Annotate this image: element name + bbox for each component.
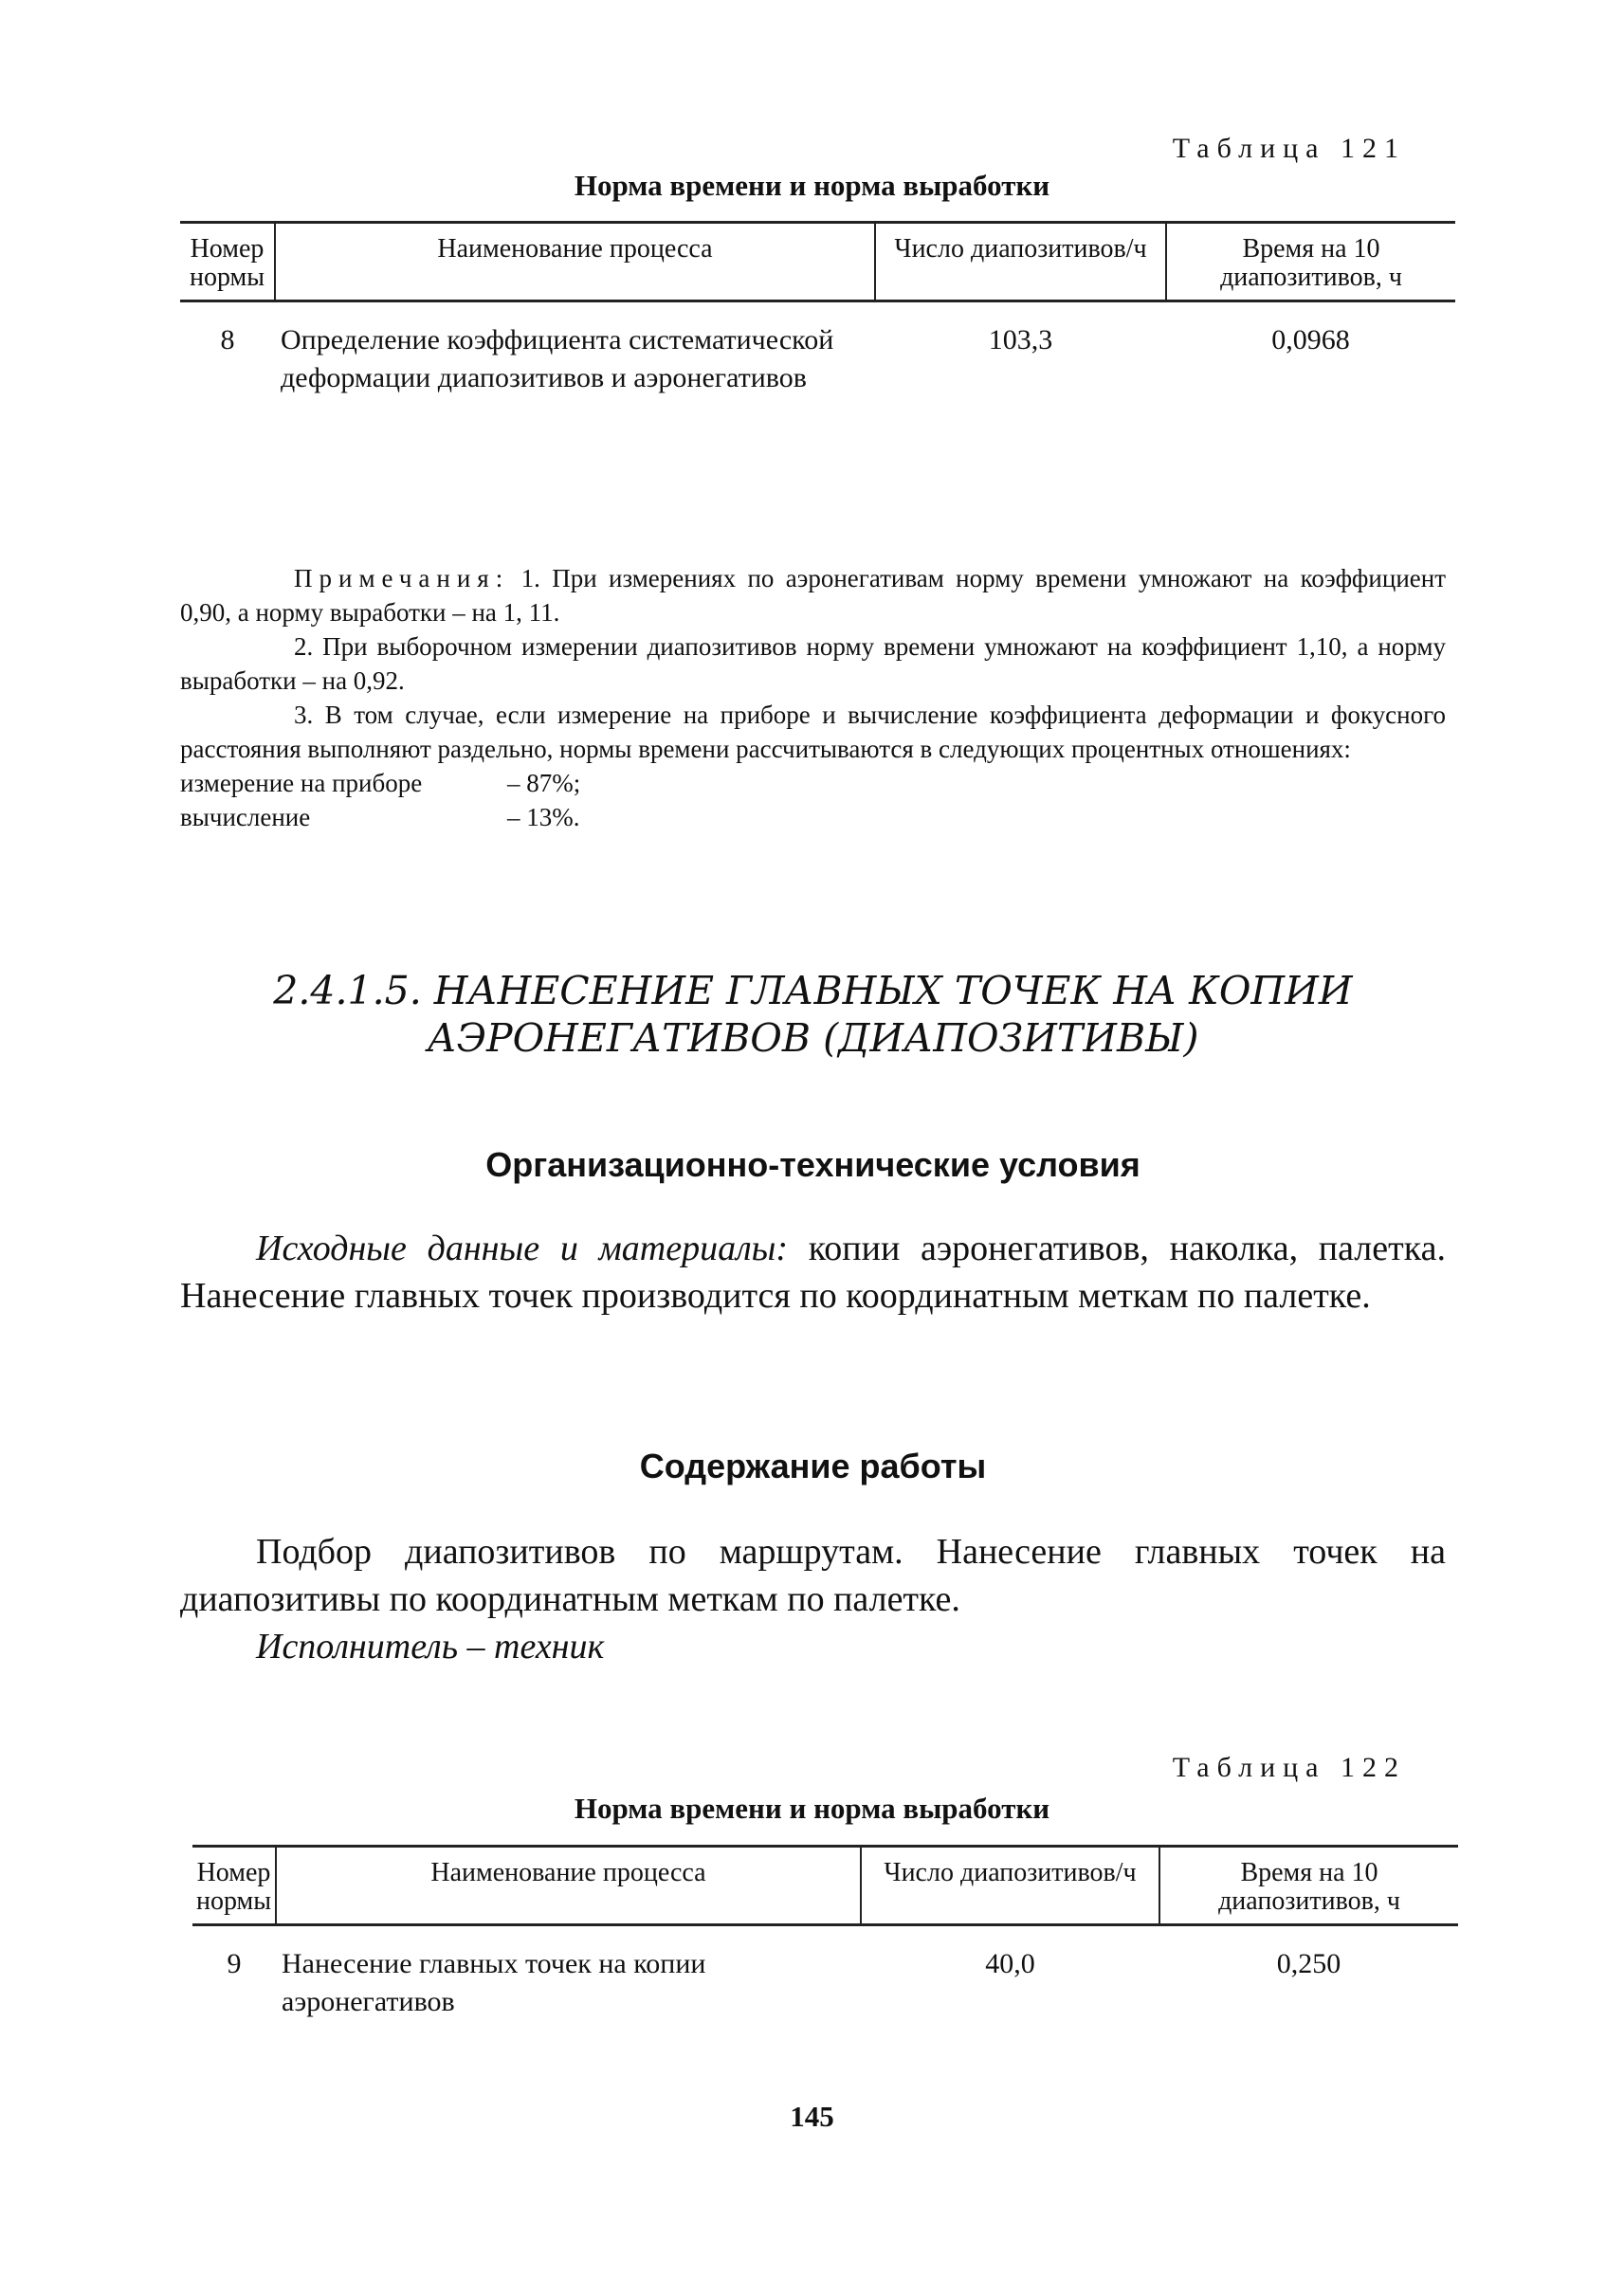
note-2: 2. При выборочном измерении диапозитивов норму времени умножают на коэффициент 1,10, а норму выработки – на 0,92.	[180, 632, 1446, 695]
time-value: 0,0968	[1271, 324, 1350, 355]
org-heading: Организационно-технические условия	[485, 1145, 1140, 1184]
ratio-measurement: измерение на приборе – 87%;	[180, 769, 581, 797]
org-text: копии аэронегативов, наколка, палетка. Нанесение главных точек производится по координатным меткам по палетке.	[180, 1229, 1446, 1316]
process-name: Определение коэффициента систематической деформации диапозитивов и аэронегативов	[281, 324, 834, 393]
header-rate: Число диапозитивов/ч	[861, 1847, 1159, 1925]
table-row	[180, 301, 1455, 398]
norm-number: 8	[220, 324, 235, 355]
table-122-header-row	[192, 1847, 1458, 1925]
table-121-label: Таблица 121	[1172, 133, 1406, 164]
content-paragraph: Подбор диапозитивов по маршрутам. Нанесение главных точек на диапозитивы по координатным меткам по палетке.	[180, 1532, 1446, 1619]
header-norm-number: Номер нормы	[195, 1858, 272, 1916]
rate-value: 40,0	[985, 1948, 1035, 1979]
norm-number: 9	[227, 1948, 242, 1979]
header-rate: Число диапозитивов/ч	[875, 223, 1166, 301]
header-time: Время на 10 диапозитивов, ч	[1159, 1847, 1458, 1925]
notes-block	[180, 561, 1446, 834]
header-process-name: Наименование процесса	[276, 1847, 861, 1925]
note-3: 3. В том случае, если измерение на приборе и вычисление коэффициента деформации и фокусного расстояния выполняют раздельно, нормы времени рассчитываются в следующих процентных отношениях:	[180, 701, 1446, 763]
table-121	[180, 221, 1455, 397]
table-122-title: Норма времени и норма выработки	[574, 1792, 1050, 1825]
table-122	[192, 1845, 1458, 2021]
executor: Исполнитель – техник	[256, 1627, 605, 1667]
time-value: 0,250	[1276, 1948, 1341, 1979]
process-name: Нанесение главных точек на копии аэронегативов	[282, 1948, 706, 2017]
org-paragraph	[180, 1225, 1446, 1320]
notes-label: Примечания:	[294, 564, 510, 592]
note-1: Примечания: 1. При измерениях по аэронегативам норму времени умножают на коэффициент 0,90, а норму выработки – на 1, 11.	[180, 564, 1447, 627]
content-heading: Содержание работы	[639, 1447, 987, 1485]
page-number: 145	[790, 2100, 834, 2133]
ratio-calculation: вычисление – 13%.	[180, 803, 580, 831]
header-time: Время на 10 диапозитивов, ч	[1166, 223, 1455, 301]
section-title: 2.4.1.5. НАНЕСЕНИЕ ГЛАВНЫХ ТОЧЕК НА КОПИИ АЭРОНЕГАТИВОВ (ДИАПОЗИТИВЫ)	[273, 968, 1353, 1061]
table-121-title: Норма времени и норма выработки	[574, 169, 1050, 202]
table-122-label: Таблица 122	[1172, 1752, 1406, 1783]
header-process-name: Наименование процесса	[275, 223, 875, 301]
org-lead: Исходные данные и материалы:	[256, 1229, 789, 1268]
table-121-header-row	[180, 223, 1455, 301]
rate-value: 103,3	[988, 324, 1053, 355]
table-row	[192, 1925, 1458, 2022]
header-norm-number: Номер нормы	[189, 234, 265, 292]
